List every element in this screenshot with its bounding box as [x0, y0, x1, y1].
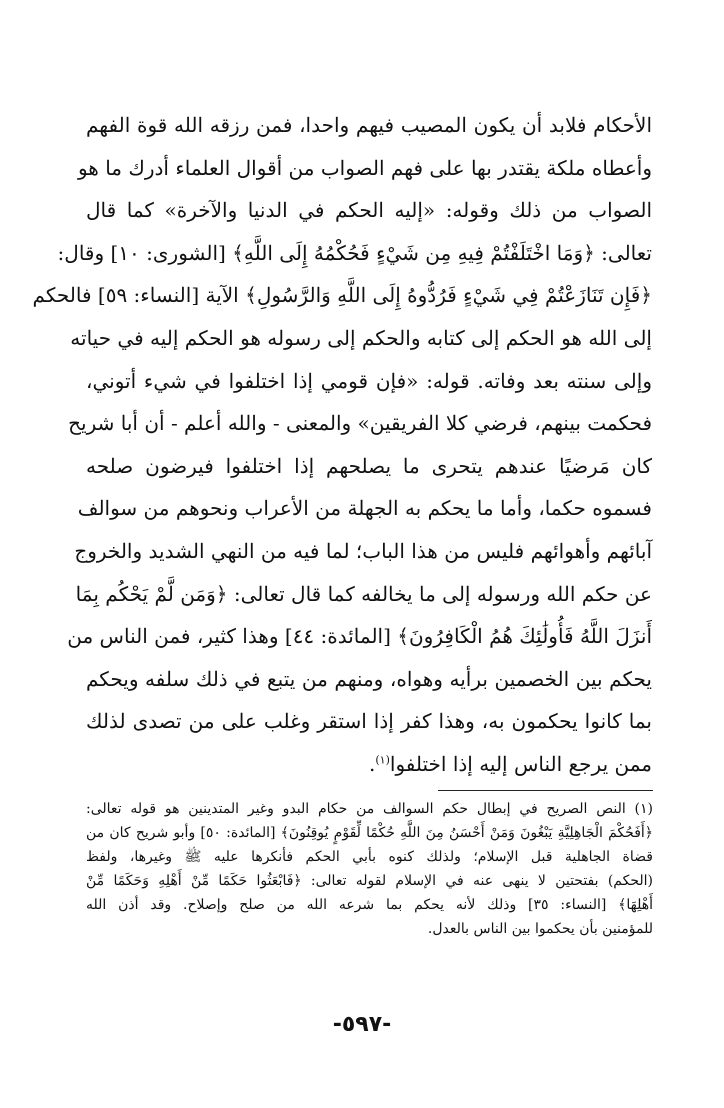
footnote-line: (الحكم) بفتحتين لا ينهى عنه في الإسلام لقوله تعالى: ﴿فَابْعَثُوا حَكَمًا مِّنْ أَهْلِهِ وَحَكَمًا مِّنْ	[86, 873, 653, 890]
text-line: تعالى: ﴿وَمَا اخْتَلَفْتُمْ فِيهِ مِن شَيْءٍ فَحُكْمُهُ إِلَى اللَّهِ﴾ [الشورى: ١٠] وقال:	[57, 240, 652, 265]
text-line: الأحكام فلابد أن يكون المصيب فيهم واحدا، فمن رزقه الله قوة الفهم	[86, 113, 652, 137]
footnote-line: ﴿أَفَحُكْمَ الْجَاهِلِيَّةِ يَبْغُونَ وَمَنْ أَحْسَنُ مِنَ اللَّهِ حُكْمًا لِّقَوْمٍ يُوقِنُونَ﴾ [المائدة: ٥٠] وأبو شريح كان من	[86, 825, 653, 842]
footnote-marker[interactable]: (١)	[375, 753, 390, 767]
text-line: ﴿فَإِن تَنَازَعْتُمْ فِي شَيْءٍ فَرُدُّوهُ إِلَى اللَّهِ وَالرَّسُولِ﴾ الآية [النساء: ٥٩] فالحكم	[32, 283, 652, 308]
text-line: آبائهم وأهوائهم فليس من هذا الباب؛ لما فيه من النهي الشديد والخروج	[74, 538, 652, 563]
text-line: فحكمت بينهم، فرضي كلا الفريقين» والمعنى - والله أعلم - أن أبا شريح	[68, 411, 652, 436]
text-line: الصواب من ذلك وقوله: «إليه الحكم في الدنيا والآخرة» كما قال	[86, 198, 652, 223]
text-line-last	[86, 743, 652, 786]
text-line: وإلى سنته بعد وفاته. قوله: «فإن قومي إذا اختلفوا في شيء أتوني،	[86, 368, 652, 393]
footnote-line: قضاة الجاهلية قبل الإسلام؛ ولذلك كنوه بأبي الحكم فأنكرها عليه ﷺ وغيرها، ولفظ	[86, 849, 653, 866]
text-line: عن حكم الله ورسوله إلى ما يخالفه كما قال تعالى: ﴿وَمَن لَّمْ يَحْكُم بِمَا	[75, 581, 652, 606]
footnote-line: (١) النص الصريح في إبطال حكم السوالف من حكام البدو وغير المتدينين هو قوله تعالى:	[86, 801, 653, 817]
text-line: كان مَرضيًا عندهم يتحرى ما يصلحهم إذا اختلفوا فيرضون صلحه	[86, 453, 652, 478]
text-line: إلى الله هو الحكم إلى كتابه والحكم إلى رسوله هو الحكم إليه في حياته	[70, 325, 652, 350]
footnote-separator	[438, 790, 653, 791]
text-line: يحكم بين الخصمين برأيه وهواه، ومنهم من يتبع في ذلك سلفه ويحكم	[86, 666, 652, 691]
text-line: بما كانوا يحكمون به، وهذا كفر إذا استقر وغلب على من تصدى لذلك	[86, 709, 652, 734]
last-line-period: .	[369, 751, 376, 776]
footnote-block	[86, 797, 653, 942]
text-line: فسموه حكما، وأما ما يحكم به الجهلة من الأعراب ونحوهم من سوالف	[77, 496, 652, 521]
page-number: -٥٩٧-	[332, 1012, 392, 1037]
text-line: أَنزَلَ اللَّهُ فَأُولَٰئِكَ هُمُ الْكَافِرُونَ﴾ [المائدة: ٤٤] وهذا كثير، فمن الناس من	[67, 624, 652, 649]
main-text-block	[32, 104, 652, 786]
footnote-line: أَهْلِهَا﴾ [النساء: ٣٥] وذلك لأنه يحكم بما شرعه الله من صلح وإصلاح. وقد أذن الله	[86, 897, 653, 914]
last-line-text: ممن يرجع الناس إليه إذا اختلفوا	[389, 751, 652, 776]
text-line: وأعطاه ملكة يقتدر بها على فهم الصواب من أقوال العلماء أدرك ما هو	[77, 155, 652, 180]
footnote-line-last: للمؤمنين بأن يحكموا بين الناس بالعدل.	[427, 921, 653, 938]
